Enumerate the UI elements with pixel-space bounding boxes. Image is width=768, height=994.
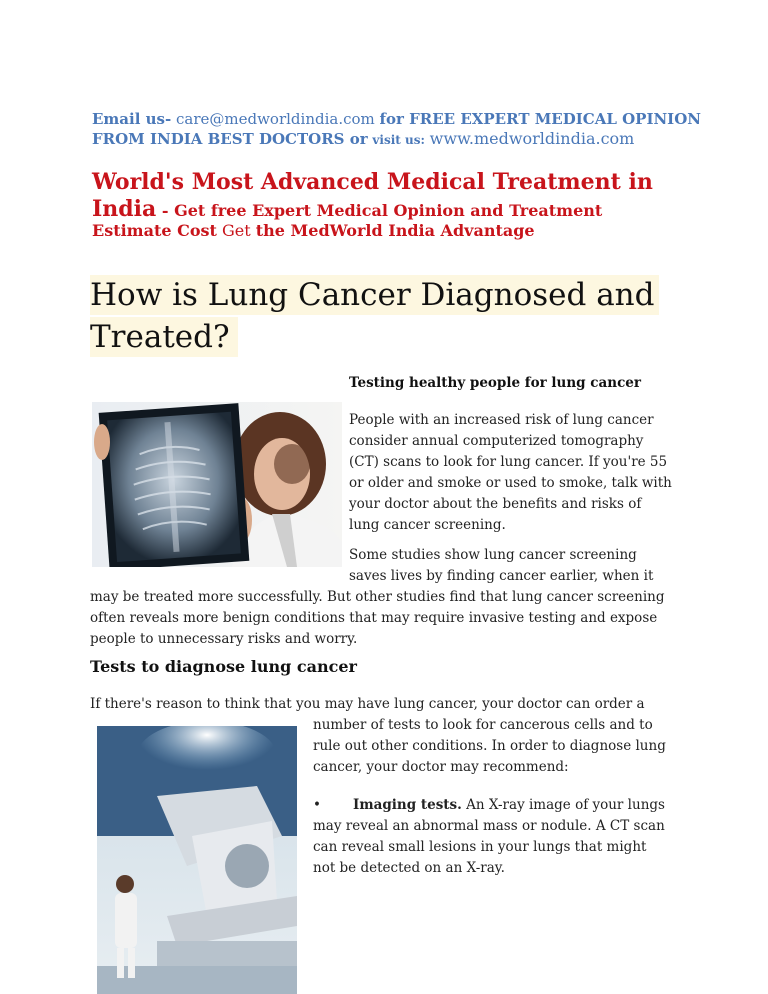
tests-intro-line: If there's reason to think that you may have lung cancer, your doctor can order a	[90, 696, 645, 712]
text-line: lung cancer screening.	[349, 517, 506, 533]
tagline-estimate: Estimate Cost	[92, 221, 217, 240]
contact-line-1	[92, 109, 701, 129]
visit-label: visit us:	[372, 133, 425, 147]
tagline-get: Get	[216, 221, 256, 240]
tagline-advantage: the MedWorld India Advantage	[255, 221, 535, 240]
imaging-tests-text: An X-ray image of your lungs	[461, 797, 665, 813]
doctor-xray-photo	[92, 402, 342, 567]
text-line: People with an increased risk of lung cancer	[349, 412, 654, 428]
ct-scan-photo	[97, 726, 297, 994]
ct-scanner-image	[97, 726, 297, 994]
bullet-icon: •	[313, 797, 321, 813]
screening-paragraph-2b	[90, 587, 665, 650]
screening-paragraph-1	[349, 410, 689, 536]
text-line: Some studies show lung cancer screening	[349, 547, 637, 563]
tagline-line-1: World's Most Advanced Medical Treatment in	[92, 169, 653, 195]
tests-intro-continued	[313, 715, 666, 778]
text-line: consider annual computerized tomography	[349, 433, 644, 449]
bullet-first-line	[313, 795, 665, 816]
text-line: cancer, your doctor may recommend:	[313, 759, 569, 775]
text-line: people to unnecessary risks and worry.	[90, 631, 358, 647]
text-line: may be treated more successfully. But other studies find that lung cancer screening	[90, 589, 665, 605]
screening-heading: Testing healthy people for lung cancer	[349, 375, 641, 391]
email-link[interactable]: care@medworldindia.com	[176, 110, 375, 128]
text-line: often reveals more benign conditions that may require invasive testing and expose	[90, 610, 658, 626]
email-label: Email us-	[92, 110, 172, 128]
tagline-opinion: - Get free Expert Medical Opinion and Treatment	[156, 201, 603, 220]
free-opinion-text: for FREE EXPERT MEDICAL OPINION	[379, 110, 701, 128]
text-line: number of tests to look for cancerous cells and to	[313, 717, 653, 733]
text-line: or older and smoke or used to smoke, talk with	[349, 475, 672, 491]
contact-line-2	[92, 129, 634, 150]
text-line: your doctor about the benefits and risks of	[349, 496, 642, 512]
imaging-tests-item	[313, 795, 665, 879]
page-title-line-2: Treated?	[90, 317, 238, 357]
text-line: can reveal small lesions in your lungs that might	[313, 839, 647, 855]
screening-paragraph-2a	[349, 545, 653, 587]
text-line: may reveal an abnormal mass or nodule. A CT scan	[313, 818, 665, 834]
text-line: (CT) scans to look for lung cancer. If you're 55	[349, 454, 668, 470]
text-line: not be detected on an X-ray.	[313, 860, 505, 876]
doctor-xray-image	[92, 402, 342, 567]
text-line: saves lives by finding cancer earlier, when it	[349, 568, 654, 584]
best-doctors-text: FROM INDIA BEST DOCTORS or	[92, 130, 368, 148]
tests-heading: Tests to diagnose lung cancer	[90, 657, 357, 676]
imaging-tests-label: Imaging tests.	[353, 797, 462, 813]
tagline-line-3	[92, 220, 535, 242]
website-link[interactable]: www.medworldindia.com	[429, 129, 635, 148]
tagline-india: India	[92, 196, 157, 222]
page-title-line-1: How is Lung Cancer Diagnosed and	[90, 275, 659, 315]
text-line: rule out other conditions. In order to diagnose lung	[313, 738, 666, 754]
